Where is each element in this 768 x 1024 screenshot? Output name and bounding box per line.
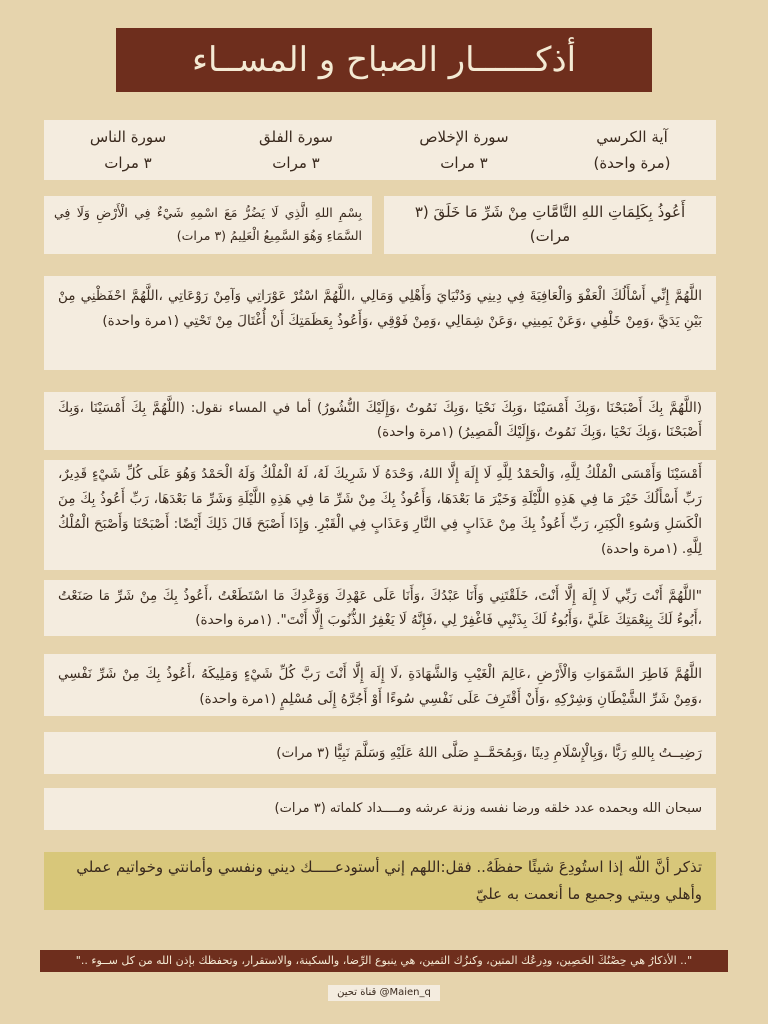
surah-item <box>212 120 380 180</box>
surah-name: سورة الفلق <box>259 128 333 146</box>
surah-item <box>44 120 212 180</box>
surah-count: ٣ مرات <box>272 154 320 172</box>
channel-credit: قناة تحين @Maien_q <box>328 985 440 1001</box>
dhikr-box: اللَّهُمَّ فَاطِرَ السَّمَوَاتِ وَالْأَرْضِ ،عَالِمَ الْغَيْبِ وَالشَّهَادَةِ ،لَا إِلَهَ إِلَّا أَنْتَ رَبَّ كُلِّ شَيْءٍ وَمَلِيكَهُ ،أَعُوذُ بِكَ مِنْ شَرِّ نَفْسِي ،وَمِنْ شَرِّ الشَّيْطَانِ وَشِرْكِهِ ،وَأَنْ أَقْتَرِفَ عَلَى نَفْسِي سُوءًا أَوْ أَجُرَّهُ إِلَى مُسْلِمٍ (١مرة واحدة) <box>44 654 716 716</box>
surah-count: ٣ مرات <box>104 154 152 172</box>
reminder-box: تذكر أنَّ اللّه إذا استُودِعَ شيئًا حفظَهُ.. فقل:اللهم إني أستودعـــــك ديني ونفسي وأمانتي وخواتيم عملي وأهلي وبيتي وجميع ما أنعمت به عليّ <box>44 852 716 910</box>
dhikr-box: اللَّهُمَّ إِنِّي أَسْأَلُكَ الْعَفْوَ وَالْعَافِيَةَ فِي دِينِي وَدُنْيَايَ وَأَهْلِي وَمَالِي ،اللَّهُمَّ اسْتُرْ عَوْرَاتِي وَآمِنْ رَوْعَاتِي ،اللَّهُمَّ احْفَظْنِي مِنْ بَيْنِ يَدَيَّ ،وَمِنْ خَلْفِي ،وَعَنْ يَمِينِي ،وَعَنْ شِمَالِي ،وَمِنْ فَوْقِي ،وَأَعُوذُ بِعَظَمَتِكَ أَنْ أُغْتَالَ مِنْ تَحْتِي (١مرة واحدة) <box>44 276 716 370</box>
surah-name: سورة الإخلاص <box>419 128 509 146</box>
page-title: أذكــــــار الصباح و المســاء <box>116 28 652 92</box>
quote-banner: ".. الأذكارُ هي حِصْنُكَ الحَصِين، ودِرعُك المتين، وكنزُك الثمين، هي ينبوع الرِّضا، والسكينة، والاستقرار، وتحفظك بإذن الله من كل ســوء .." <box>40 950 728 972</box>
surah-count: (مرة واحدة) <box>593 154 671 172</box>
dhikr-box: رَضِيــتُ بِاللهِ رَبًّا ،وَبِالْإِسْلَامِ دِينًا ،وَبِمُحَمَّــدٍ صَلَّى اللهُ عَلَيْهِ وَسَلَّمَ نَبِيًّا (٣ مرات) <box>44 732 716 774</box>
dhikr-box: (اللَّهُمَّ بِكَ أَصْبَحْنَا ،وَبِكَ أَمْسَيْنَا ،وَبِكَ نَحْيَا ،وَبِكَ نَمُوتُ ،وَإِلَيْكَ النُّشُورُ) أما في المساء نقول: (اللَّهُمَّ بِكَ أَمْسَيْنَا ،وَبِكَ أَصْبَحْنَا ،وَبِكَ نَحْيَا ،وَبِكَ نَمُوتُ ،وَإِلَيْكَ الْمَصِيرُ) (١مرة واحدة) <box>44 392 716 450</box>
dhikr-box: سبحان الله وبحمده عدد خلقه ورضا نفسه وزنة عرشه ومــــداد كلماته (٣ مرات) <box>44 788 716 830</box>
surahs-panel <box>44 120 716 180</box>
dhikr-box: بِسْمِ اللهِ الَّذِي لَا يَضُرُّ مَعَ اسْمِهِ شَيْءٌ فِي الْأَرْضِ وَلَا فِي السَّمَاءِ وَهُوَ السَّمِيعُ الْعَلِيمُ (٣ مرات) <box>44 196 372 254</box>
surah-item <box>548 120 716 180</box>
surah-name: آية الكرسي <box>596 128 668 146</box>
dhikr-box: أَمْسَيْنَا وَأَمْسَى الْمُلْكُ لِلَّهِ، وَالْحَمْدُ لِلَّهِ لَا إِلَهَ إِلَّا اللهُ، وَحْدَهُ لَا شَرِيكَ لَهُ، لَهُ الْمُلْكُ وَلَهُ الْحَمْدُ وَهُوَ عَلَى كُلِّ شَيْءٍ قَدِيرٌ، رَبِّ أَسْأَلُكَ خَيْرَ مَا فِي هَذِهِ اللَّيْلَةِ وَخَيْرَ مَا بَعْدَهَا، وَأَعُوذُ بِكَ مِنْ شَرِّ مَا فِي هَذِهِ اللَّيْلَةِ وَشَرِّ مَا بَعْدَهَا، رَبِّ أَعُوذُ بِكَ مِنَ الْكَسَلِ وَسُوءِ الْكِبَرِ، رَبِّ أَعُوذُ بِكَ مِنْ عَذَابٍ فِي النَّارِ وَعَذَابٍ فِي الْقَبْرِ. وَإِذَا أَصْبَحَ قَالَ ذَلِكَ أَيْضًا: أَصْبَحْنَا وَأَصْبَحَ الْمُلْكُ لِلَّهِ. (١مرة واحدة) <box>44 460 716 570</box>
surah-name: سورة الناس <box>89 128 167 146</box>
dhikr-box: "اللَّهُمَّ أَنْتَ رَبِّي لَا إِلَهَ إِلَّا أَنْتَ، خَلَقْتَنِي وَأَنَا عَبْدُكَ ،وَأَنَا عَلَى عَهْدِكَ وَوَعْدِكَ مَا اسْتَطَعْتُ ،أَعُوذُ بِكَ مِنْ شَرِّ مَا صَنَعْتُ ،أَبُوءُ لَكَ بِنِعْمَتِكَ عَلَيَّ ،وَأَبُوءُ لَكَ بِذَنْبِي فَاغْفِرْ لِي ،فَإِنَّهُ لَا يَغْفِرُ الذُّنُوبَ إِلَّا أَنْتَ". (١مرة واحدة) <box>44 580 716 636</box>
dhikr-box: أَعُوذُ بِكَلِمَاتِ اللهِ التَّامَّاتِ مِنْ شَرِّ مَا خَلَقَ (٣ مرات) <box>384 196 716 254</box>
surah-item <box>380 120 548 180</box>
surah-count: ٣ مرات <box>440 154 488 172</box>
